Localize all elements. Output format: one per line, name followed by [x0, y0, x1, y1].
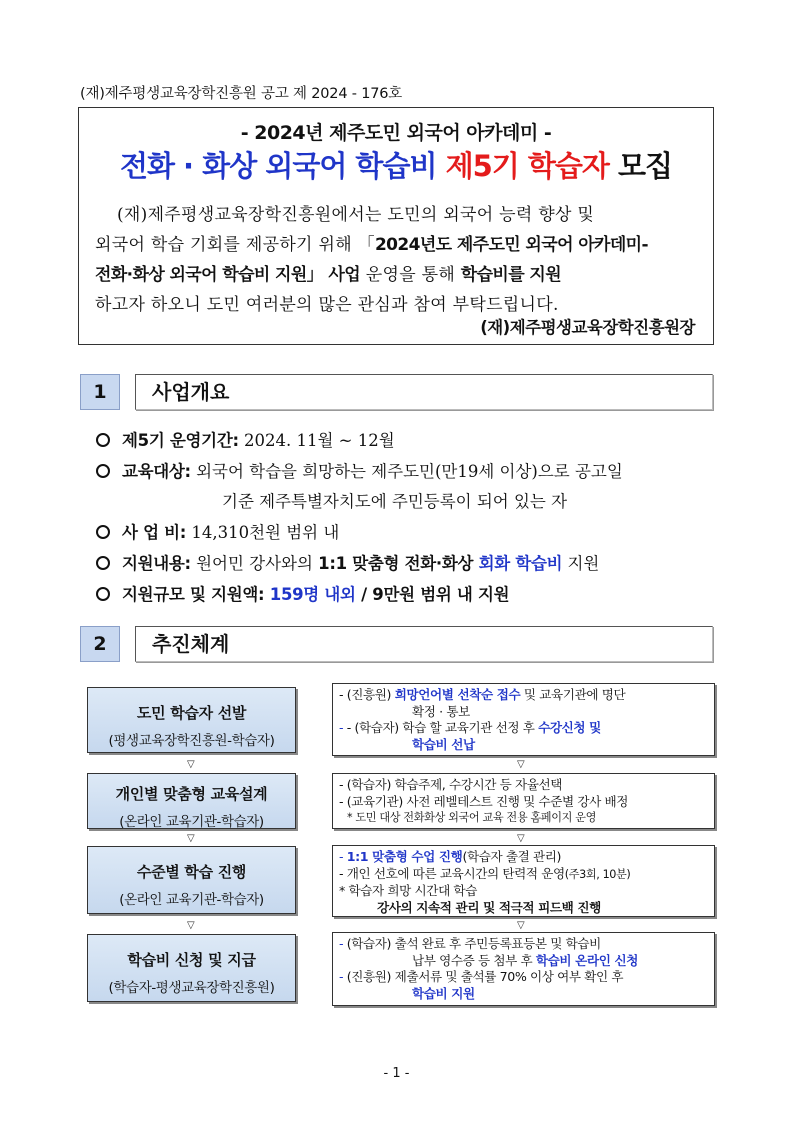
step-1-detail — [332, 683, 715, 756]
step-4-box — [87, 934, 296, 1002]
bullet-label: 사 업 비: — [122, 523, 187, 542]
step-2-detail — [332, 773, 715, 829]
page-number: - 1 - — [383, 1066, 410, 1081]
circle-bullet-icon — [96, 464, 110, 478]
intro-line-2 — [95, 230, 695, 260]
step-sub: (학습자-평생교육장학진흥원) — [108, 980, 275, 996]
down-arrow-icon: ▽ — [517, 759, 525, 770]
bullet-value-bold: / 9만원 범위 내 지원 — [355, 585, 510, 604]
title-part-1: 전화 · 화상 외국어 학습비 — [119, 149, 446, 183]
circle-bullet-icon — [96, 587, 110, 601]
step-3-detail — [332, 845, 715, 917]
step-sub: (온라인 교육기관-학습자) — [119, 892, 264, 908]
down-arrow-icon: ▽ — [187, 920, 195, 931]
bullet-budget — [96, 522, 339, 544]
detail-line: 학습비 지원 — [412, 985, 475, 1001]
intro-line-3b: 운영을 통해 — [360, 265, 461, 285]
bullet-scale — [96, 584, 509, 606]
bullet-label: 제5기 운영기간: — [122, 431, 239, 450]
circle-bullet-icon — [96, 556, 110, 570]
step-title: 수준별 학습 진행 — [136, 863, 247, 881]
section-1-title: 사업개요 — [135, 374, 713, 410]
intro-line-2a: 외국어 학습 기회를 제공하기 위해 「 — [95, 235, 375, 255]
step-4-detail — [332, 932, 715, 1006]
down-arrow-icon: ▽ — [187, 833, 195, 844]
title-part-3: 모집 — [608, 149, 673, 183]
bullet-period — [96, 430, 395, 452]
intro-line-2b: 2024년도 제주도민 외국어 아카데미- — [374, 235, 648, 255]
detail-line: 납부 영수증 등 첨부 후 학습비 온라인 신청 — [412, 952, 638, 968]
detail-line: - (학습자) 출석 완료 후 주민등록표등본 및 학습비 — [339, 936, 601, 951]
section-2-title: 추진체계 — [135, 626, 713, 662]
detail-line: * 도민 대상 전화화상 외국어 교육 전용 홈페이지 운영 — [347, 811, 596, 824]
detail-line: - (진흥원) 희망언어별 선착순 접수 및 교육기관에 명단 — [339, 687, 626, 702]
detail-line: - - (학습자) 학습 할 교육기관 선정 후 수강신청 및 — [339, 720, 601, 735]
announcement-box — [78, 107, 714, 345]
bullet-value-blue: 회화 학습비 — [478, 554, 563, 573]
step-sub: (온라인 교육기관-학습자) — [119, 814, 264, 830]
bullet-target-cont: 기준 제주특별자치도에 주민등록이 되어 있는 자 — [222, 492, 568, 511]
detail-line: 학습비 선납 — [412, 736, 475, 752]
step-1-box — [87, 687, 296, 753]
bullet-value-bold: 1:1 맞춤형 전화·화상 — [318, 554, 479, 573]
signature: (재)제주평생교육장학진흥원장 — [480, 318, 695, 337]
step-3-box — [87, 846, 296, 914]
step-sub: (평생교육장학진흥원-학습자) — [108, 733, 275, 749]
intro-line-3a: 전화·화상 외국어 학습비 지원」 사업 — [95, 265, 361, 285]
bullet-value: 원어민 강사와의 — [190, 554, 319, 573]
intro-line-1: (재)제주평생교육장학진흥원에서는 도민의 외국어 능력 향상 및 — [117, 205, 595, 225]
bullet-label: 지원내용: — [122, 554, 191, 573]
title-part-2: 제5기 학습자 — [445, 149, 609, 183]
step-title: 학습비 신청 및 지급 — [127, 951, 256, 969]
bullet-content — [96, 553, 599, 575]
detail-line: 확정 · 통보 — [412, 703, 470, 719]
intro-line-3 — [95, 260, 695, 290]
intro-line-3c: 학습비를 지원 — [460, 265, 562, 285]
circle-bullet-icon — [96, 433, 110, 447]
bullet-value-end: 지원 — [562, 554, 600, 573]
down-arrow-icon: ▽ — [187, 759, 195, 770]
bullet-value-blue: 159명 내외 — [264, 585, 356, 604]
detail-line: - (학습자) 학습주제, 수강시간 등 자율선택 — [339, 777, 563, 792]
detail-line: - 1:1 맞춤형 수업 진행(학습자 출결 관리) — [339, 849, 562, 864]
step-title: 개인별 맞춤형 교육설계 — [115, 785, 268, 803]
down-arrow-icon: ▽ — [517, 833, 525, 844]
circle-bullet-icon — [96, 525, 110, 539]
step-title: 도민 학습자 선발 — [136, 704, 247, 722]
intro-line-4: 하고자 하오니 도민 여러분의 많은 관심과 참여 부탁드립니다. — [95, 295, 559, 315]
bullet-label: 교육대상: — [122, 462, 191, 481]
detail-line: * 학습자 희망 시간대 학습 — [339, 883, 477, 898]
intro-paragraph — [95, 200, 695, 320]
bullet-label: 지원규모 및 지원액: — [122, 585, 265, 604]
bullet-target — [96, 461, 623, 483]
detail-line: - 개인 선호에 따른 교육시간의 탄력적 운영(주3회, 10분) — [339, 865, 631, 881]
subtitle: - 2024년 제주도민 외국어 아카데미 - — [240, 122, 552, 144]
bullet-value: 외국어 학습을 희망하는 제주도민(만19세 이상)으로 공고일 — [190, 462, 623, 481]
section-2-number: 2 — [80, 626, 120, 662]
bullet-value: 2024. 11월 ~ 12월 — [238, 431, 395, 450]
detail-line: 강사의 지속적 관리 및 적극적 피드백 진행 — [377, 899, 601, 915]
section-1-number: 1 — [80, 374, 120, 410]
notice-number: (재)제주평생교육장학진흥원 공고 제 2024 - 176호 — [80, 86, 403, 102]
step-2-box — [87, 773, 296, 829]
down-arrow-icon: ▽ — [517, 920, 525, 931]
detail-line: - (진흥원) 제출서류 및 출석률 70% 이상 여부 확인 후 — [339, 969, 624, 984]
bullet-value: 14,310천원 범위 내 — [186, 523, 340, 542]
detail-line: - (교육기관) 사전 레벨테스트 진행 및 수준별 강사 배정 — [339, 793, 629, 809]
main-title — [79, 144, 713, 185]
